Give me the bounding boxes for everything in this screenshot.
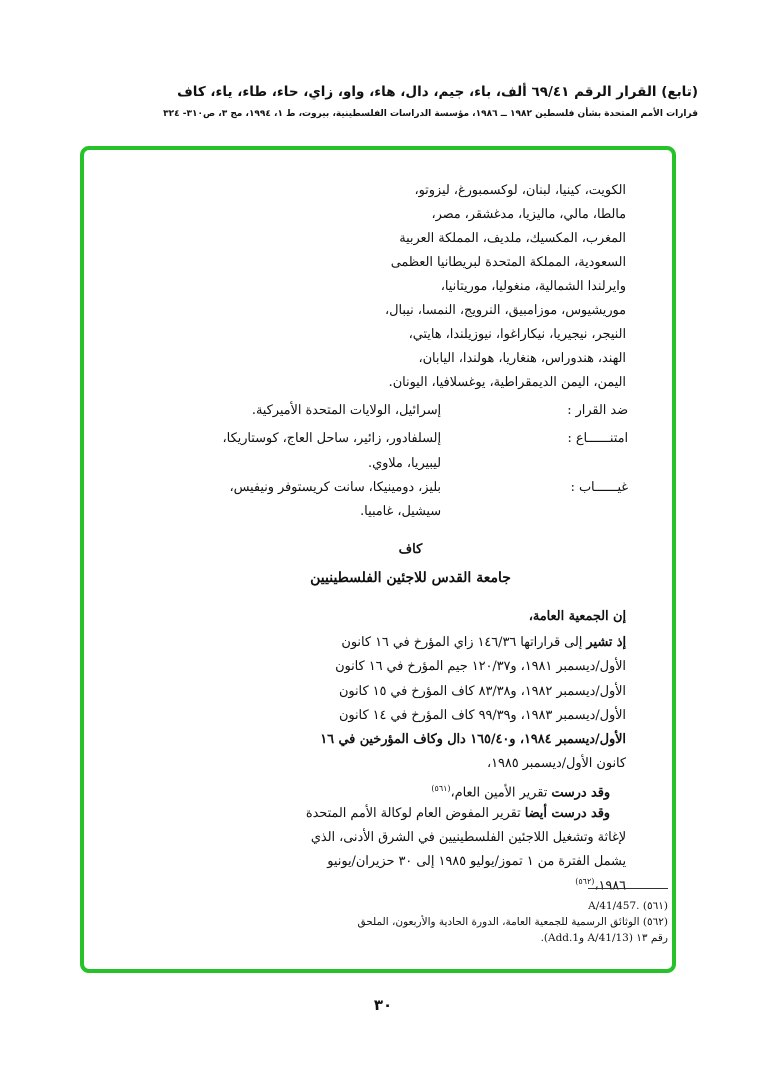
abstain-text: إلسلفادور، زائير، ساحل العاج، كوستاريكا، <box>222 431 441 446</box>
page-number: ٣٠ <box>373 996 393 1014</box>
absent-text: سيشيل، غامبيا. <box>360 504 441 519</box>
against-label: ضد القرار : <box>567 403 628 418</box>
para1-text: إلى قراراتها ١٤٦/٣٦ زاي المؤرخ في ١٦ كانون <box>341 635 583 650</box>
para1-line: الأول/ديسمبر ١٩٨٣، و٩٩/٣٩ كاف المؤرخ في ١٤ كانون <box>338 708 626 723</box>
para1-line: الأول/ديسمبر ١٩٨١، و١٢٠/٣٧ جيم المؤرخ في ١٦ كانون <box>335 659 626 674</box>
footnote-2-number: (٥٦٢) <box>642 916 668 928</box>
footnote-ref: (٥٦١) <box>431 784 451 793</box>
absent-text: بليز، دومينيكا، سانت كريستوفر ونيفيس، <box>229 480 441 495</box>
footnote-1-text: A/41/457. <box>588 900 640 912</box>
footnote-2-cont: رقم ١٣ (A/41/13 وAdd.1). <box>540 932 668 944</box>
list-line: موريشيوس، موزامبيق، النرويج، النمسا، نيبال، <box>385 303 626 318</box>
footnote-2-text: الوثائق الرسمية للجمعية العامة، الدورة الحادية والأربعون، الملحق <box>357 916 640 928</box>
against-text: إسرائيل، الولايات المتحدة الأميركية. <box>251 403 441 418</box>
list-line: المغرب، المكسيك، ملديف، المملكة العربية <box>399 231 626 246</box>
list-line: اليمن، اليمن الديمقراطية، يوغسلافيا، اليونان. <box>388 375 626 390</box>
para2-text: تقرير الأمين العام، <box>450 785 548 801</box>
para1-line <box>195 635 626 651</box>
list-line: الهند، هندوراس، هنغاريا، هولندا، اليابان، <box>418 351 626 366</box>
para3-text: تقرير المفوض العام لوكالة الأمم المتحدة <box>305 806 521 821</box>
footnote-rule <box>588 888 668 889</box>
list-line: السعودية، المملكة المتحدة لبريطانيا العظمى <box>390 255 626 270</box>
list-line: النيجر، نيجيريا، نيكاراغوا، نيوزيلندا، هايتي، <box>408 327 626 342</box>
para1-line: الأول/ديسمبر ١٩٨٤، و١٦٥/٤٠ دال وكاف المؤرخين في ١٦ <box>320 732 626 747</box>
list-line: وايرلندا الشمالية، منغوليا، موريتانيا، <box>440 279 626 294</box>
absent-label: غيــــــاب : <box>570 480 628 495</box>
para3-line <box>195 874 626 894</box>
para1-lead: إذ تشير <box>586 635 626 650</box>
para1-line: كانون الأول/ديسمبر ١٩٨٥، <box>487 756 626 771</box>
footnote-1 <box>560 900 668 913</box>
list-line: الكويت، كينيا، لبنان، لوكسمبورغ، ليزوتو، <box>414 183 626 198</box>
running-header-source: قرارات الأمم المتحدة بشأن فلسطين ١٩٨٢ ــ ١٩٨٦، مؤسسة الدراسات الفلسطينية، بيروت، ط ١، ١٩٩٤، مج ٣، ص٣١٠- ٣٢٤ <box>163 109 698 119</box>
para3-line: لإغاثة وتشغيل اللاجئين الفلسطينيين في الشرق الأدنى، الذي <box>310 830 626 845</box>
list-line: مالطا، مالي، ماليزيا، مدغشقر، مصر، <box>431 207 626 222</box>
footnote-1-number: (٥٦١) <box>642 900 668 912</box>
para3-text: ١٩٨٦، <box>594 878 626 894</box>
para2-lead: وقد درست <box>551 785 610 801</box>
footnote-ref: (٥٦٢) <box>575 877 595 886</box>
assembly-heading: إن الجمعية العامة، <box>528 609 626 624</box>
para3-lead: وقد درست أيضا <box>524 806 610 821</box>
section-title: جامعة القدس للاجئين الفلسطينيين <box>310 570 511 586</box>
para1-line: الأول/ديسمبر ١٩٨٢، و٨٣/٣٨ كاف المؤرخ في ١٥ كانون <box>338 684 626 699</box>
abstain-text: ليبيريا، ملاوي. <box>368 456 441 471</box>
para2-line <box>195 781 626 801</box>
para3-line: يشمل الفترة من ١ تموز/يوليو ١٩٨٥ إلى ٣٠ حزيران/يونيو <box>327 854 626 869</box>
footnote-2 <box>300 916 668 929</box>
running-header-title: (تابع) القرار الرقم ٦٩/٤١ ألف، باء، جيم، دال، هاء، واو، زاي، حاء، طاء، ياء، كاف <box>177 84 698 100</box>
para3-line <box>195 806 626 822</box>
section-letter: كاف <box>398 542 423 557</box>
abstain-label: امتنــــــاع : <box>567 431 628 446</box>
